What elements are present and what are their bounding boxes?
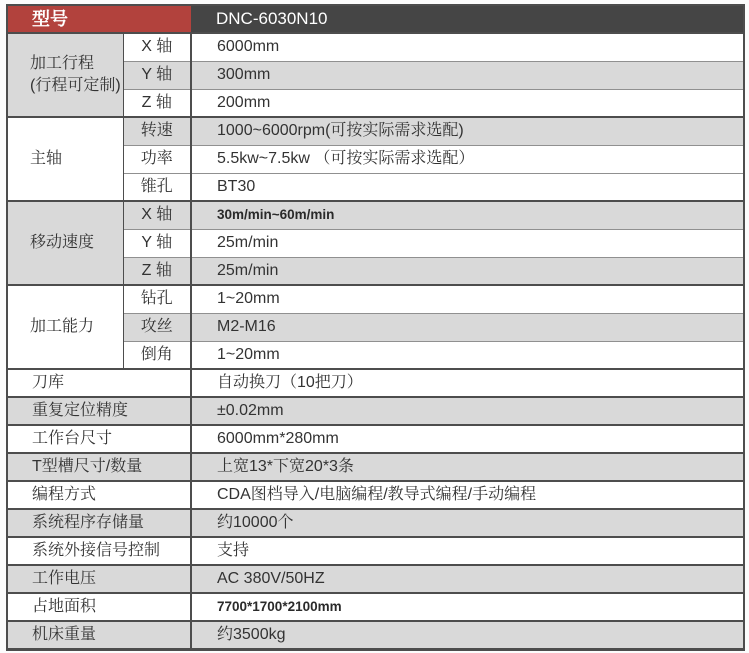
value-cell: CDA图档导入/电脑编程/教导式编程/手动编程 [191,481,744,509]
spec-row [7,201,744,229]
row-label-cell: T型槽尺寸/数量 [7,453,191,481]
value-cell: 1~20mm [191,285,744,313]
spec-row [7,565,744,593]
value-cell: 7700*1700*2100mm [191,593,744,621]
value-cell: 30m/min~60m/min [191,201,744,229]
spec-table [6,4,745,651]
value-cell: 1~20mm [191,341,744,369]
spec-row [7,481,744,509]
spec-row [7,621,744,649]
sub-label-cell: Y 轴 [123,229,191,257]
sub-label-cell: Y 轴 [123,61,191,89]
value-cell: ±0.02mm [191,397,744,425]
spec-row [7,117,744,145]
model-value-cell: DNC-6030N10 [191,5,744,33]
spec-row [7,397,744,425]
sub-label-cell: 转速 [123,117,191,145]
value-cell: 支持 [191,537,744,565]
value-cell: 5.5kw~7.5kw （可按实际需求选配） [191,145,744,173]
value-cell: 300mm [191,61,744,89]
sub-label-cell: 锥孔 [123,173,191,201]
spec-row [7,537,744,565]
group-label-cell [7,117,123,201]
group-label-line: 加工能力 [30,318,95,336]
sub-label-cell: X 轴 [123,201,191,229]
row-label-cell: 系统程序存储量 [7,509,191,537]
group-label-line: 移动速度 [30,234,95,252]
row-label-cell: 刀库 [7,369,191,397]
spec-row [7,593,744,621]
value-cell: 200mm [191,89,744,117]
row-label-cell: 重复定位精度 [7,397,191,425]
value-cell: BT30 [191,173,744,201]
row-label-cell: 工作电压 [7,565,191,593]
spec-table-container [6,4,743,651]
sub-label-cell: Z 轴 [123,257,191,285]
row-label-cell: 系统外接信号控制 [7,537,191,565]
value-cell: AC 380V/50HZ [191,565,744,593]
sub-label-cell: 倒角 [123,341,191,369]
value-cell: 6000mm*280mm [191,425,744,453]
group-label-line: (行程可定制) [30,77,121,94]
value-cell: 上宽13*下宽20*3条 [191,453,744,481]
value-cell: 1000~6000rpm(可按实际需求选配) [191,117,744,145]
sub-label-cell: X 轴 [123,33,191,61]
group-label-cell [7,285,123,369]
sub-label-cell: 攻丝 [123,313,191,341]
spec-row [7,509,744,537]
row-label-cell: 占地面积 [7,593,191,621]
value-cell: 25m/min [191,229,744,257]
spec-row [7,453,744,481]
group-label-cell [7,33,123,117]
spec-row [7,33,744,61]
group-label-line: 加工行程 [30,55,95,73]
sub-label-cell: 钻孔 [123,285,191,313]
row-label-cell: 机床重量 [7,621,191,649]
model-label-cell: 型号 [7,5,191,33]
group-label-line: 主轴 [30,150,63,168]
value-cell: 6000mm [191,33,744,61]
row-label-cell: 编程方式 [7,481,191,509]
value-cell: M2-M16 [191,313,744,341]
spec-row [7,425,744,453]
header-row [7,5,744,33]
value-cell: 自动换刀（10把刀） [191,369,744,397]
sub-label-cell: Z 轴 [123,89,191,117]
spec-row [7,369,744,397]
sub-label-cell: 功率 [123,145,191,173]
value-cell: 约10000个 [191,509,744,537]
value-cell: 25m/min [191,257,744,285]
value-cell: 约3500kg [191,621,744,649]
group-label-cell [7,201,123,285]
row-label-cell: 工作台尺寸 [7,425,191,453]
spec-row [7,285,744,313]
